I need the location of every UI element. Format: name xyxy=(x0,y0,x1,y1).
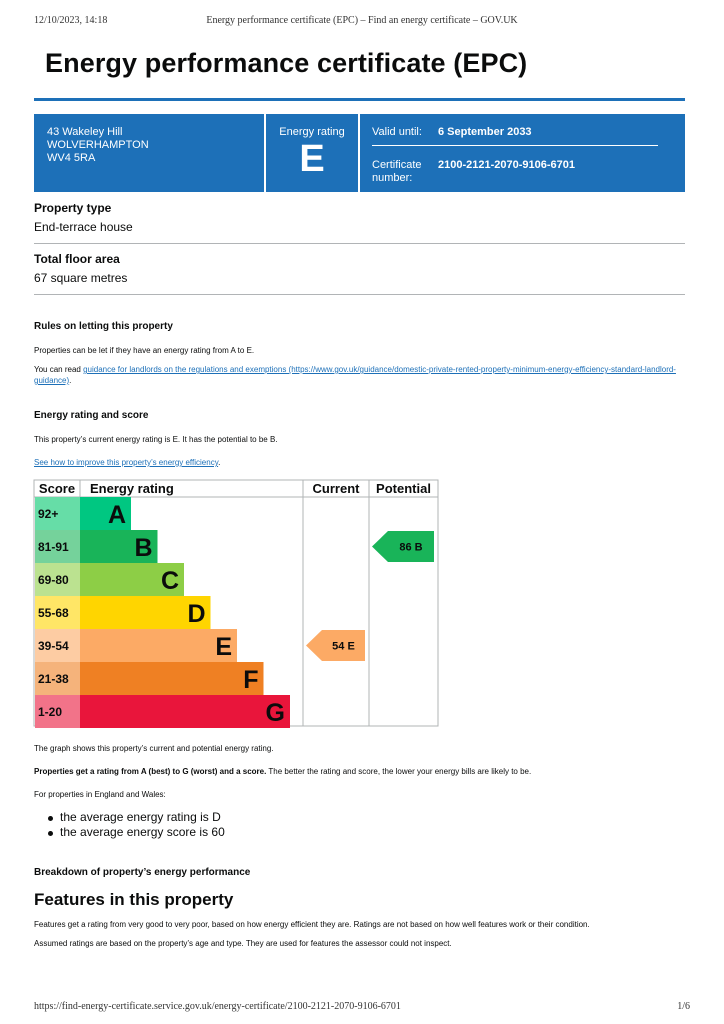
certificate-number-row xyxy=(372,146,673,185)
score-range-label: 55-68 xyxy=(38,606,69,620)
improve-suffix: . xyxy=(218,458,221,467)
rating-band-letter: G xyxy=(265,699,285,727)
floor-area-block xyxy=(34,252,685,295)
improve-paragraph xyxy=(34,457,685,468)
graph-explanation: The graph shows this property’s current and potential energy rating. xyxy=(34,744,274,753)
list-item: the average energy score is 60 xyxy=(46,825,225,840)
header-energy-rating: Energy rating xyxy=(90,481,174,496)
features-paragraph-1: Features get a rating from very good to very poor, based on how energy efficient they are. Ratings are not based on how well features work or their condition. xyxy=(34,920,590,929)
list-item: the average energy rating is D xyxy=(46,810,225,825)
rating-explanation xyxy=(34,766,685,777)
letting-heading: Rules on letting this property xyxy=(34,321,173,332)
header-potential: Potential xyxy=(376,481,431,496)
floor-area-value: 67 square metres xyxy=(34,271,128,285)
print-datetime: 12/10/2023, 14:18 xyxy=(34,15,108,26)
floor-area-heading: Total floor area xyxy=(34,252,120,266)
improve-efficiency-link[interactable]: See how to improve this property’s energy efficiency xyxy=(34,458,219,467)
features-paragraph-2: Assumed ratings are based on the property’s age and type. They are used for features the assessor could not inspect. xyxy=(34,939,452,948)
energy-rating-label: Energy rating xyxy=(279,126,345,138)
certificate-number-value: 2100-2121-2070-9106-6701 xyxy=(438,159,576,171)
letting-guidance-paragraph xyxy=(34,364,685,386)
address-line: 43 Wakeley Hill xyxy=(47,126,123,138)
rating-band-letter: F xyxy=(243,666,259,694)
rating-band-letter: D xyxy=(187,600,206,628)
england-wales-intro: For properties in England and Wales: xyxy=(34,790,166,799)
print-url: https://find-energy-certificate.service.gov.uk/energy-certificate/2100-2121-2070-9106-6701 xyxy=(34,1001,401,1012)
current-rating-label: 54 E xyxy=(332,640,355,653)
score-range-label: 69-80 xyxy=(38,573,69,587)
score-range-label: 81-91 xyxy=(38,540,69,554)
page-number: 1/6 xyxy=(677,1001,690,1012)
page-title: Energy performance certificate (EPC) xyxy=(45,48,528,78)
landlord-guidance-link[interactable]: guidance for landlords on the regulations and exemptions (https://www.gov.uk/guidance/domestic-private-rented-property-minimum-energy-efficiency-standard-landlord-guidance) xyxy=(34,365,676,385)
energy-rating-box xyxy=(266,114,360,192)
title-divider xyxy=(34,98,685,101)
address-line: WOLVERHAMPTON xyxy=(47,139,149,151)
rating-summary-paragraph: This property’s current energy rating is E. It has the potential to be B. xyxy=(34,435,278,444)
rating-section-heading: Energy rating and score xyxy=(34,410,149,421)
valid-until-label: Valid until: xyxy=(372,126,422,138)
certificate-summary xyxy=(34,114,685,192)
rating-band-bar xyxy=(80,629,237,662)
valid-until-value: 6 September 2033 xyxy=(438,126,532,138)
rating-band-bar xyxy=(80,695,290,728)
certificate-details xyxy=(360,114,685,192)
property-address xyxy=(34,114,266,192)
score-range-label: 92+ xyxy=(38,507,59,521)
energy-rating-chart xyxy=(33,479,440,729)
rating-band-letter: B xyxy=(134,534,153,562)
letting-paragraph: Properties can be let if they have an energy rating from A to E. xyxy=(34,346,255,355)
certificate-label-line: number: xyxy=(372,172,413,184)
header-current: Current xyxy=(312,481,360,496)
certificate-label-line: Certificate xyxy=(372,159,422,171)
address-line: WV4 5RA xyxy=(47,152,96,164)
property-type-block xyxy=(34,201,685,244)
certificate-number-label xyxy=(372,159,438,185)
property-type-heading: Property type xyxy=(34,201,112,215)
score-range-label: 39-54 xyxy=(38,639,69,653)
rating-band-letter: C xyxy=(160,567,179,595)
features-heading: Features in this property xyxy=(34,890,234,909)
print-doc-title: Energy performance certificate (EPC) – Find an energy certificate – GOV.UK xyxy=(206,15,518,26)
score-range-label: 21-38 xyxy=(38,672,69,686)
guidance-prefix: You can read xyxy=(34,365,84,374)
valid-until-row xyxy=(372,126,658,146)
rating-explanation-bold: Properties get a rating from A (best) to G (worst) and a score. xyxy=(34,767,267,776)
energy-rating-letter: E xyxy=(299,138,325,180)
header-score: Score xyxy=(38,481,76,496)
score-range-label: 1-20 xyxy=(38,705,63,719)
rating-band-letter: A xyxy=(107,501,126,529)
rating-band-bar xyxy=(80,662,264,695)
potential-rating-label: 86 B xyxy=(399,541,423,554)
property-type-value: End-terrace house xyxy=(34,220,133,234)
average-bullets xyxy=(46,810,225,840)
breakdown-heading: Breakdown of property’s energy performance xyxy=(34,867,251,878)
rating-band-letter: E xyxy=(215,633,232,661)
guidance-suffix: . xyxy=(69,376,72,385)
rating-explanation-rest: The better the rating and score, the lower your energy bills are likely to be. xyxy=(266,767,532,776)
